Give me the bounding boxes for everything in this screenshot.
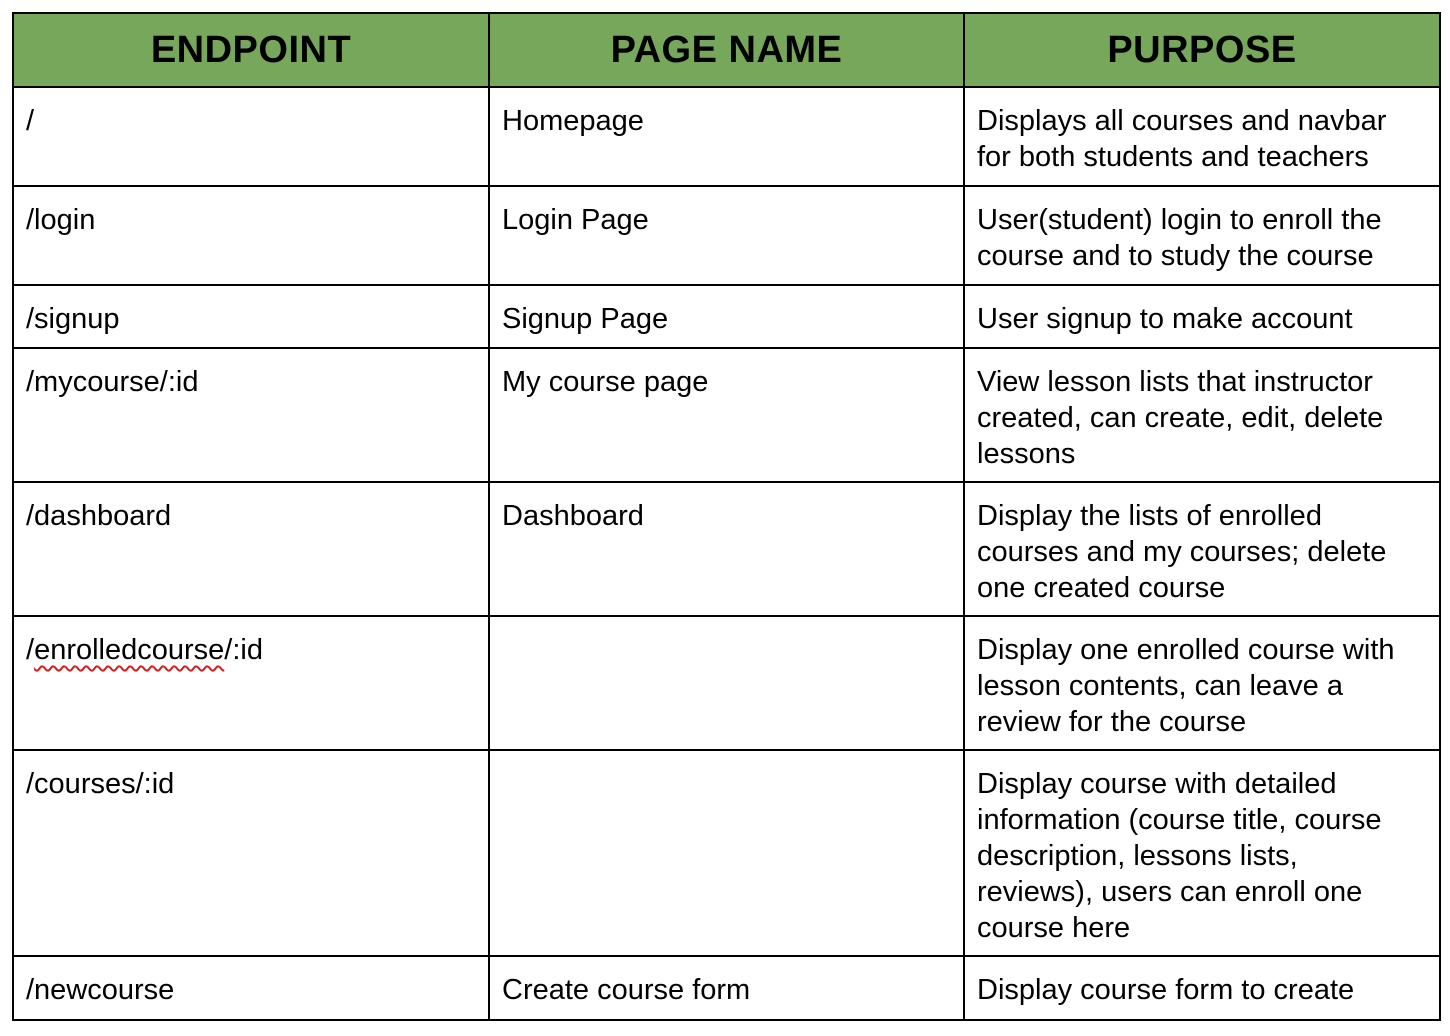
table-row [13, 482, 1440, 616]
endpoint-text: /dashboard [26, 500, 172, 532]
purpose-text: Display course with detailed information (course title, course description, lessons lists, reviews), users can enroll one course here [977, 768, 1382, 944]
endpoint-text: /signup [26, 303, 120, 335]
page-name-cell [489, 87, 964, 186]
page-name-cell [489, 482, 964, 616]
endpoint-text: /newcourse [26, 974, 175, 1006]
endpoint-text: /courses/:id [26, 768, 175, 800]
purpose-cell [964, 616, 1440, 750]
table-row [13, 285, 1440, 348]
endpoint-cell [13, 186, 489, 285]
page-name-cell [489, 186, 964, 285]
table-row [13, 956, 1440, 1020]
endpoint-cell [13, 956, 489, 1020]
purpose-text: View lesson lists that instructor created, can create, edit, delete lessons [977, 366, 1384, 470]
header-endpoint: ENDPOINT [13, 13, 489, 87]
table-header-row [13, 13, 1440, 87]
table-row [13, 616, 1440, 750]
endpoint-text: / [26, 105, 35, 137]
endpoint-cell [13, 348, 489, 482]
page-name-cell [489, 348, 964, 482]
endpoints-table [12, 12, 1441, 1021]
purpose-text: User(student) login to enroll the course and to study the course [977, 204, 1382, 272]
page-name-text: Homepage [502, 105, 644, 137]
endpoint-cell [13, 285, 489, 348]
page-name-text [490, 617, 963, 632]
purpose-text: Display one enrolled course with lesson contents, can leave a review for the course [977, 634, 1395, 738]
table-row [13, 186, 1440, 285]
endpoint-text: /mycourse/:id [26, 366, 199, 398]
purpose-text: Display course form to create [977, 974, 1355, 1006]
endpoint-cell [13, 750, 489, 956]
page-name-text: Create course form [502, 974, 751, 1006]
page-name-text: Dashboard [502, 500, 644, 532]
purpose-cell [964, 956, 1440, 1020]
header-page-name: PAGE NAME [489, 13, 964, 87]
purpose-cell [964, 482, 1440, 616]
purpose-cell [964, 348, 1440, 482]
endpoint-cell [13, 87, 489, 186]
table-row [13, 348, 1440, 482]
purpose-text: User signup to make account [977, 303, 1353, 335]
table-row [13, 750, 1440, 956]
page-name-cell [489, 285, 964, 348]
purpose-cell [964, 186, 1440, 285]
page-name-text: Signup Page [502, 303, 669, 335]
endpoint-cell [13, 616, 489, 750]
endpoint-suffix: /:id [224, 634, 263, 666]
page-name-text [490, 751, 963, 766]
purpose-cell [964, 285, 1440, 348]
table-row [13, 87, 1440, 186]
purpose-cell [964, 750, 1440, 956]
header-purpose: PURPOSE [964, 13, 1440, 87]
page-name-text: My course page [502, 366, 709, 398]
purpose-cell [964, 87, 1440, 186]
misspelled-word[interactable]: enrolledcourse [34, 634, 225, 666]
page-name-cell [489, 750, 964, 956]
page-name-cell [489, 956, 964, 1020]
page-name-cell [489, 616, 964, 750]
endpoint-prefix: / [26, 634, 35, 666]
purpose-text: Displays all courses and navbar for both students and teachers [977, 105, 1387, 173]
endpoint-text [14, 617, 488, 668]
page-name-text: Login Page [502, 204, 649, 236]
purpose-text: Display the lists of enrolled courses and my courses; delete one created course [977, 500, 1387, 604]
endpoint-text: /login [26, 204, 96, 236]
endpoint-cell [13, 482, 489, 616]
